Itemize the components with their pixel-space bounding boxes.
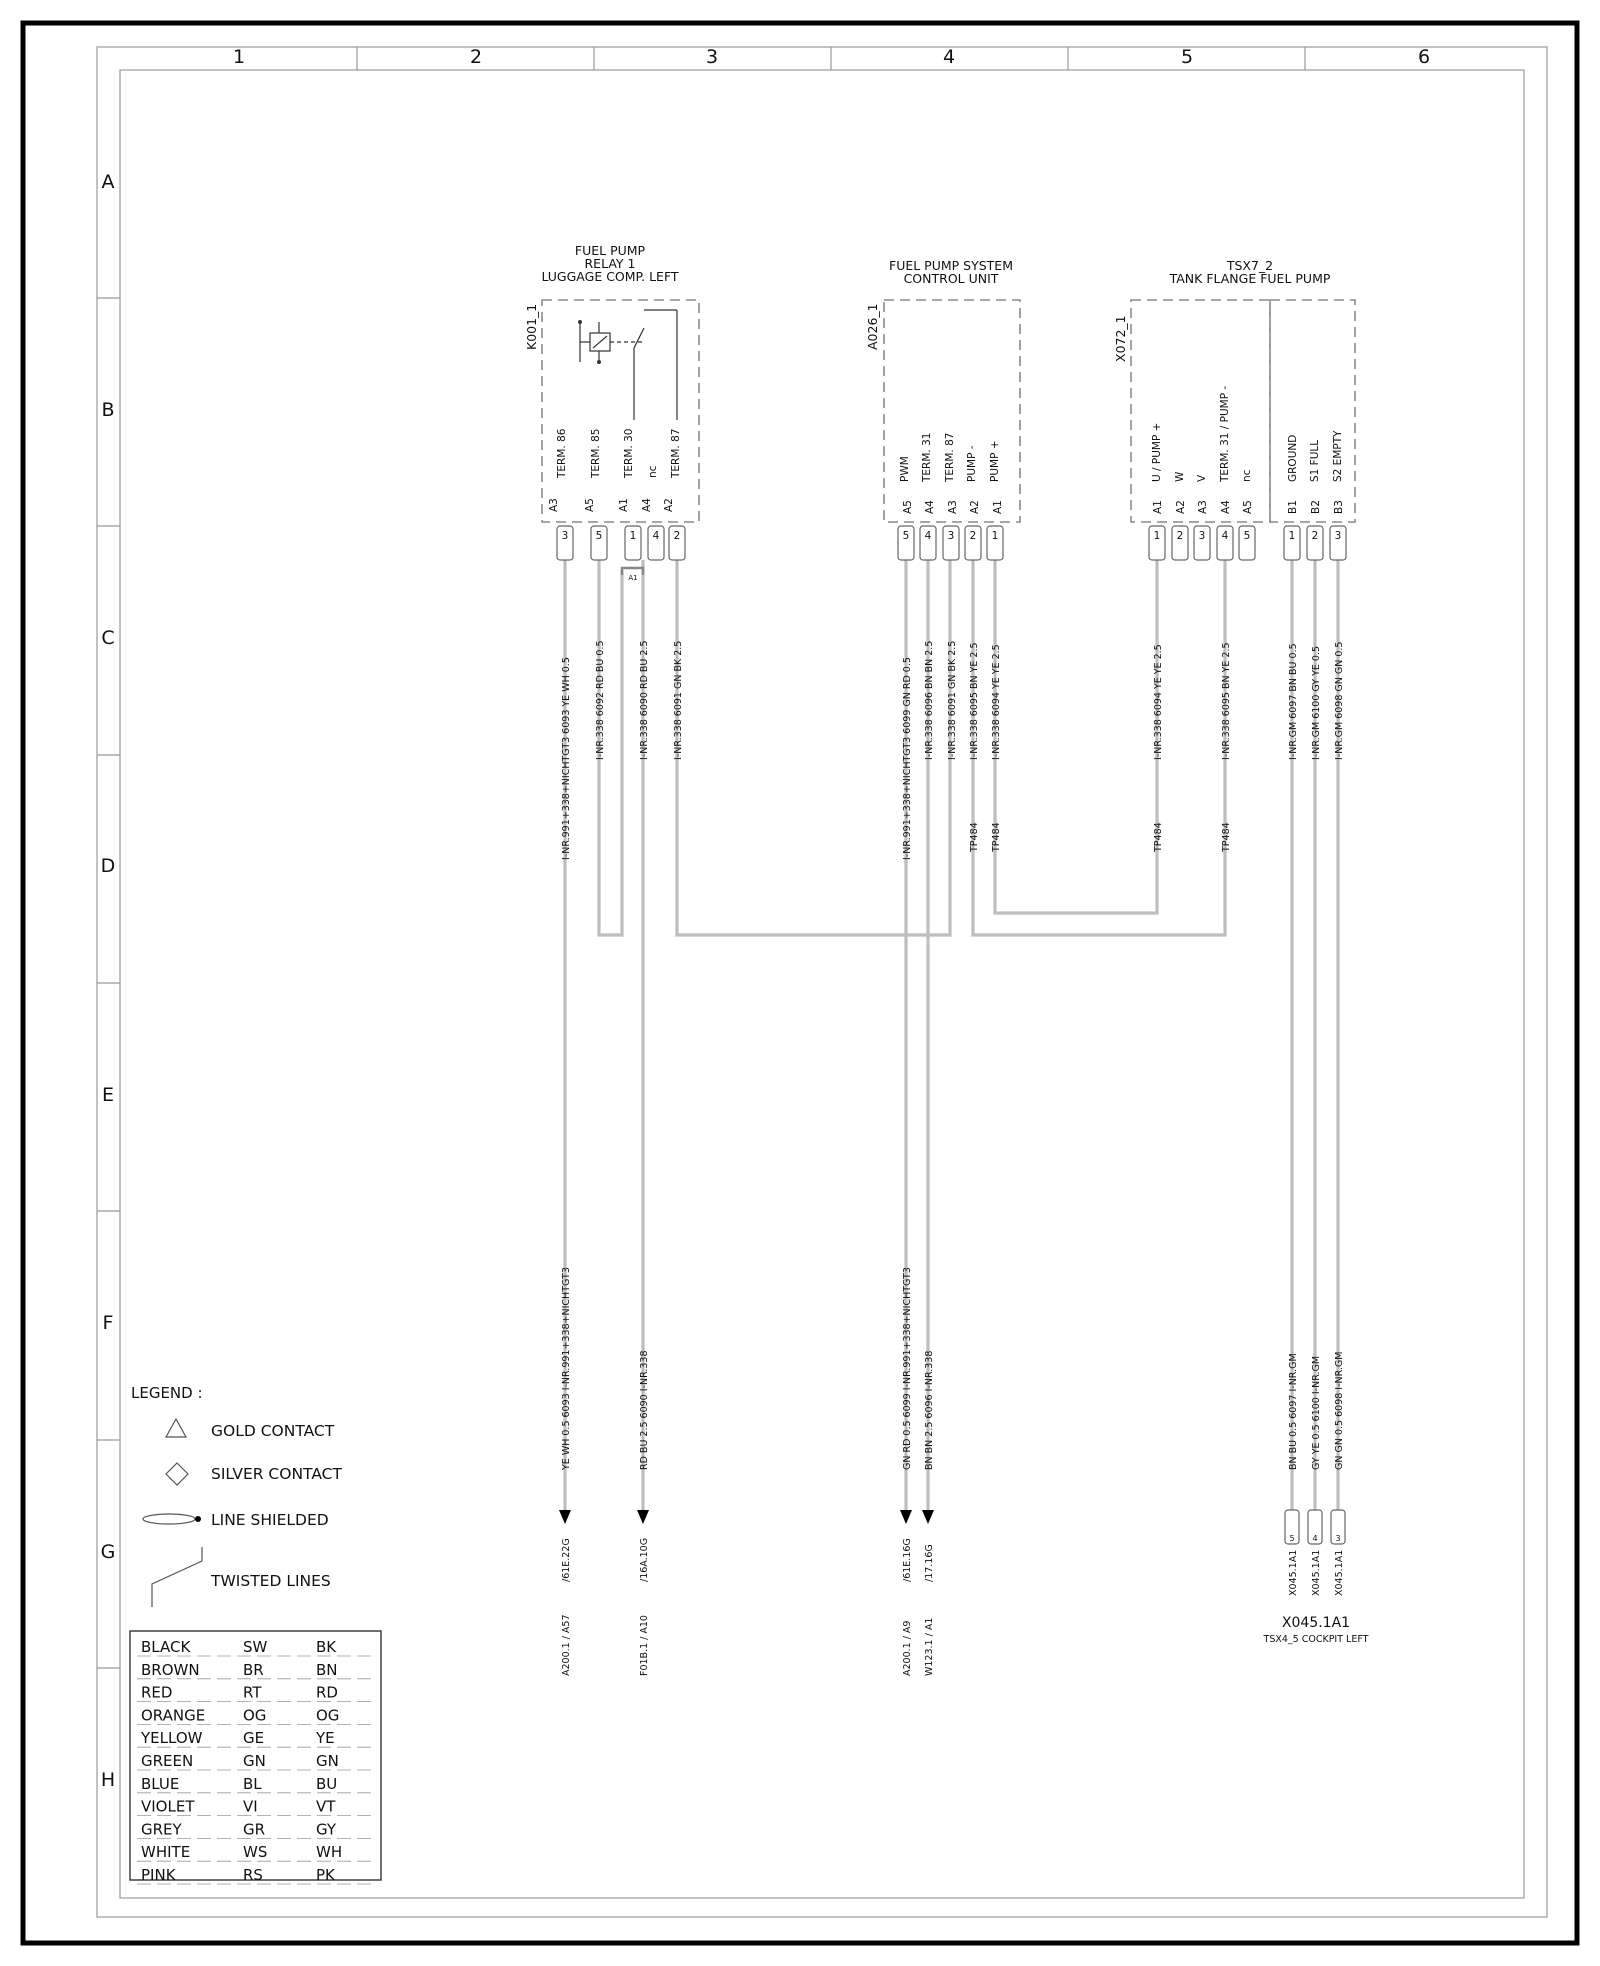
- component-x072[interactable]: [1113, 258, 1355, 560]
- wire-label: I-NR.338 6096 BN BN 2.5: [924, 640, 935, 760]
- k001-pin-num: 5: [595, 530, 603, 542]
- a026-pin-code: A5: [902, 500, 914, 514]
- xref-dest: A200.1 / A57: [561, 1614, 572, 1676]
- legend-title: LEGEND :: [131, 1384, 203, 1402]
- legend-item: GOLD CONTACT: [211, 1422, 335, 1440]
- a026-title-2: CONTROL UNIT: [903, 271, 999, 286]
- color-table-cell: VI: [243, 1797, 258, 1816]
- a026-id: A026_1: [865, 303, 880, 350]
- shield-ellipse-icon: [143, 1514, 195, 1524]
- k001-pin-num: 1: [629, 530, 637, 542]
- k001-pin-num: 3: [561, 530, 569, 542]
- a026-pin-num: 5: [902, 530, 910, 542]
- color-table-cell: BLUE: [141, 1774, 180, 1793]
- column-grid: [233, 46, 1430, 70]
- row-grid: [97, 171, 120, 1791]
- grid-row-d: D: [100, 855, 116, 877]
- x072-pin-num: 1: [1153, 530, 1161, 542]
- x072-pin-num: 3: [1198, 530, 1206, 542]
- tp-label: TP484: [991, 822, 1002, 852]
- a026-pin-label: PUMP +: [989, 440, 1001, 482]
- x072-pin-label: TERM. 31 / PUMP -: [1219, 385, 1231, 482]
- x072-pin-code: B2: [1310, 500, 1322, 514]
- color-table-cell: OG: [243, 1706, 267, 1725]
- a026-pin-code: A1: [992, 500, 1004, 514]
- color-table-cell: SW: [243, 1638, 268, 1656]
- color-table-cell: BU: [316, 1774, 338, 1793]
- x072-pin-label: V: [1196, 474, 1208, 482]
- k001-pin-label: TERM. 30: [623, 428, 635, 478]
- color-table-cell: GREEN: [141, 1752, 194, 1770]
- k001-id: K001_1: [524, 303, 539, 350]
- twisted-lines-icon: [152, 1547, 202, 1607]
- x072-outline-b: [1270, 300, 1355, 522]
- x072-pin-code: A1: [1152, 500, 1164, 514]
- grid-row-h: H: [100, 1769, 116, 1791]
- color-table-cell: BR: [243, 1660, 264, 1679]
- tp-label: TP484: [1221, 822, 1232, 852]
- color-table-cell: GN: [316, 1752, 339, 1770]
- grid-col-2: 2: [469, 46, 483, 68]
- k001-pin-label: nc: [647, 465, 659, 478]
- color-table-cell: YELLOW: [141, 1729, 203, 1748]
- k001-title-3: LUGGAGE COMP. LEFT: [541, 269, 679, 284]
- wire-label: I-NR.GM 6098 GN GN 0.5: [1334, 641, 1345, 760]
- grid-row-b: B: [101, 399, 115, 421]
- grid-col-4: 4: [942, 46, 956, 68]
- x072-pin-num: 2: [1176, 530, 1184, 542]
- color-table-cell: YE: [316, 1729, 335, 1748]
- xref-dest: F01B.1 / A10: [639, 1615, 650, 1676]
- relay-coil-symbol: [580, 310, 677, 420]
- color-table-cell: VIOLET: [141, 1797, 195, 1816]
- wire-label: BN BU 0.5 6097 I-NR.GM: [1288, 1353, 1299, 1470]
- color-table-cell: RT: [243, 1683, 262, 1702]
- diamond-icon: [166, 1463, 188, 1485]
- color-table-cell: RD: [316, 1683, 338, 1702]
- wire-label: I-NR.338 6094 YE YE 2.5: [1153, 644, 1164, 760]
- x045-subtitle: TSX4_5 COCKPIT LEFT: [1263, 1634, 1369, 1645]
- color-code-table: [130, 1631, 381, 1884]
- color-table-cell: BN: [316, 1660, 338, 1679]
- x072-pin-num: 4: [1221, 530, 1229, 542]
- legend-item: SILVER CONTACT: [211, 1465, 342, 1483]
- grid-col-5: 5: [1180, 46, 1194, 68]
- x072-pin-num: 1: [1288, 530, 1296, 542]
- a026-pin-num: 3: [947, 530, 955, 542]
- color-table-cell: PK: [316, 1866, 335, 1884]
- k001-title-2: RELAY 1: [584, 256, 636, 271]
- arrow-down-icon: [559, 1510, 571, 1524]
- k001-pin-label: TERM. 87: [670, 428, 682, 478]
- grid-row-a: A: [101, 171, 115, 193]
- grid-row-c: C: [101, 627, 115, 649]
- color-table-cell: ORANGE: [141, 1706, 206, 1725]
- k001-pin-label: TERM. 86: [556, 428, 568, 478]
- k001-outline: [542, 300, 699, 522]
- color-table-cell: PINK: [141, 1866, 176, 1884]
- xref-page[interactable]: /61E.16G: [902, 1538, 913, 1582]
- relay-node: [578, 320, 582, 324]
- k001-pin-code: A1: [618, 498, 630, 512]
- component-a026[interactable]: [865, 258, 1020, 560]
- relay-node: [597, 360, 601, 364]
- color-table-cell: OG: [316, 1706, 340, 1725]
- wire-6094[interactable]: [995, 560, 1157, 913]
- color-table-cell: GR: [243, 1820, 266, 1839]
- a026-pin-label: PWM: [899, 456, 911, 482]
- k001-pin-num: 4: [652, 530, 660, 542]
- wire-label: I-NR.338 6092 RD BU 0.5: [595, 640, 606, 760]
- wire-label: I-NR.GM 6097 BN BU 0.5: [1288, 643, 1299, 760]
- x072-pin-label: nc: [1241, 469, 1253, 482]
- a026-pin-label: PUMP -: [966, 445, 978, 482]
- xref-page[interactable]: /16A.10G: [639, 1537, 650, 1582]
- wire-label: GY YE 0.5 6100 I-NR.GM: [1311, 1355, 1322, 1470]
- x045-pin-num: 3: [1335, 1534, 1341, 1543]
- color-table-cell: VT: [316, 1797, 336, 1816]
- splice-label: A1: [628, 574, 638, 582]
- grid-row-g: G: [100, 1541, 116, 1563]
- wire-label: I-NR.338 6090 RD BU 2.5: [639, 640, 650, 760]
- k001-pin-num: 2: [673, 530, 681, 542]
- x045-pin-num: 5: [1289, 1534, 1295, 1543]
- arrow-down-icon: [637, 1510, 649, 1524]
- x072-pin-label: W: [1174, 471, 1186, 482]
- a026-pin-label: TERM. 31: [921, 432, 933, 482]
- x045-pin-num: 4: [1312, 1534, 1318, 1543]
- cross-references: [559, 1510, 935, 1676]
- wire-6095[interactable]: [973, 560, 1225, 935]
- color-table-cell: BL: [243, 1774, 262, 1793]
- component-x045[interactable]: [1263, 1510, 1369, 1645]
- x072-title-1: TSX7_2: [1226, 258, 1274, 273]
- k001-title-1: FUEL PUMP: [574, 243, 646, 258]
- k001-pin-code: A2: [663, 498, 675, 512]
- color-table-cell: GREY: [141, 1820, 182, 1839]
- x072-pin-num: 5: [1243, 530, 1251, 542]
- x072-pin-code: A4: [1220, 500, 1232, 514]
- wire-label: I-NR.338 6091 GN BK 2.5: [947, 640, 958, 760]
- color-table-cell: BK: [316, 1638, 337, 1656]
- shield-dot-icon: [195, 1516, 201, 1522]
- wire-label: I-NR.991+338+NICHTGT3 6093 YE WH 0.5: [561, 657, 572, 860]
- k001-pin-code: A4: [641, 498, 653, 512]
- x045-pin-label: X045.1A1: [1334, 1549, 1345, 1596]
- x072-pin-code: A2: [1175, 500, 1187, 514]
- legend: [131, 1384, 342, 1607]
- color-table-cell: RED: [141, 1683, 173, 1702]
- a026-pin-label: TERM. 87: [944, 432, 956, 482]
- component-k001[interactable]: [524, 243, 699, 582]
- a026-pin-num: 1: [991, 530, 999, 542]
- wire-label: GN RD 0.5 6099 I-NR.991+338+NICHTGT3: [902, 1267, 913, 1470]
- color-table-cell: WHITE: [141, 1843, 191, 1862]
- grid-row-f: F: [102, 1312, 114, 1334]
- wire-label: YE WH 0.5 6093 I-NR.991+338+NICHTGT3: [561, 1267, 572, 1470]
- a026-pin-num: 2: [969, 530, 977, 542]
- xref-dest: W123.1 / A1: [924, 1617, 935, 1676]
- lower-wire-labels: [561, 1267, 1345, 1471]
- a026-pin-num: 4: [924, 530, 932, 542]
- x072-pin-code: B1: [1287, 500, 1299, 514]
- k001-pin-label: TERM. 85: [590, 428, 602, 478]
- x072-title-2: TANK FLANGE FUEL PUMP: [1169, 271, 1331, 286]
- x072-pin-code: B3: [1333, 500, 1345, 514]
- x045-pin-label: X045.1A1: [1311, 1549, 1322, 1596]
- xref-page[interactable]: /17.16G: [924, 1544, 935, 1582]
- x072-pin-code: A5: [1242, 500, 1254, 514]
- wire-label: BN BN 2.5 6096 I-NR.338: [924, 1350, 935, 1470]
- x072-pin-num: 2: [1311, 530, 1319, 542]
- x045-pin-label: X045.1A1: [1288, 1549, 1299, 1596]
- x072-pin-label: U / PUMP +: [1151, 422, 1163, 482]
- k001-pin-code: A3: [548, 498, 560, 512]
- color-table-cell: RS: [243, 1866, 263, 1884]
- wire-label: I-NR.338 6094 YE YE 2.5: [991, 644, 1002, 760]
- triangle-icon: [166, 1419, 186, 1437]
- a026-pin-code: A3: [947, 500, 959, 514]
- wire-label: I-NR.338 6095 BN YE 2.5: [969, 642, 980, 760]
- color-table-cell: WH: [316, 1843, 343, 1862]
- color-table-cell: BROWN: [141, 1660, 200, 1679]
- x072-outline-a: [1131, 300, 1270, 522]
- x072-pin-label: S1 FULL: [1309, 439, 1321, 482]
- legend-item: TWISTED LINES: [211, 1572, 331, 1590]
- wire-label: I-NR.338 6095 BN YE 2.5: [1221, 642, 1232, 760]
- xref-page[interactable]: /61E.22G: [561, 1538, 572, 1582]
- color-table-cell: GE: [243, 1729, 265, 1748]
- wire-label: GN GN 0.5 6098 I-NR.GM: [1334, 1351, 1345, 1470]
- legend-item: LINE SHIELDED: [211, 1511, 329, 1529]
- xref-dest: A200.1 / A9: [902, 1620, 913, 1676]
- arrow-down-icon: [900, 1510, 912, 1524]
- grid-row-e: E: [101, 1084, 115, 1106]
- grid-col-6: 6: [1417, 46, 1431, 68]
- wire-label: I-NR.991+338+NICHTGT3 6099 GN RD 0.5: [902, 657, 913, 860]
- a026-title-1: FUEL PUMP SYSTEM: [889, 258, 1013, 273]
- grid-col-3: 3: [705, 46, 719, 68]
- x072-id: X072_1: [1113, 315, 1128, 362]
- color-table-cell: GN: [243, 1752, 266, 1770]
- a026-outline: [884, 300, 1020, 522]
- color-table-cell: GY: [316, 1820, 337, 1839]
- arrow-down-icon: [922, 1510, 934, 1524]
- color-table-cell: WS: [243, 1843, 268, 1862]
- tp-label: TP484: [1153, 822, 1164, 852]
- x072-pin-label: GROUND: [1287, 434, 1299, 482]
- a026-pin-code: A2: [969, 500, 981, 514]
- k001-pin-code: A5: [584, 498, 596, 512]
- wire-label: I-NR.GM 6100 GY YE 0.5: [1311, 645, 1322, 760]
- x072-pin-label: S2 EMPTY: [1332, 430, 1344, 482]
- tp-label: TP484: [969, 822, 980, 852]
- x072-pin-num: 3: [1334, 530, 1342, 542]
- a026-pin-code: A4: [924, 500, 936, 514]
- grid-col-1: 1: [232, 46, 246, 68]
- wire-label: RD BU 2.5 6090 I-NR.338: [639, 1350, 650, 1470]
- wire-label: I-NR.338 6091 GN BK 2.5: [673, 640, 684, 760]
- x045-title: X045.1A1: [1281, 1615, 1351, 1631]
- x072-pin-code: A3: [1197, 500, 1209, 514]
- color-table-cell: BLACK: [141, 1638, 191, 1656]
